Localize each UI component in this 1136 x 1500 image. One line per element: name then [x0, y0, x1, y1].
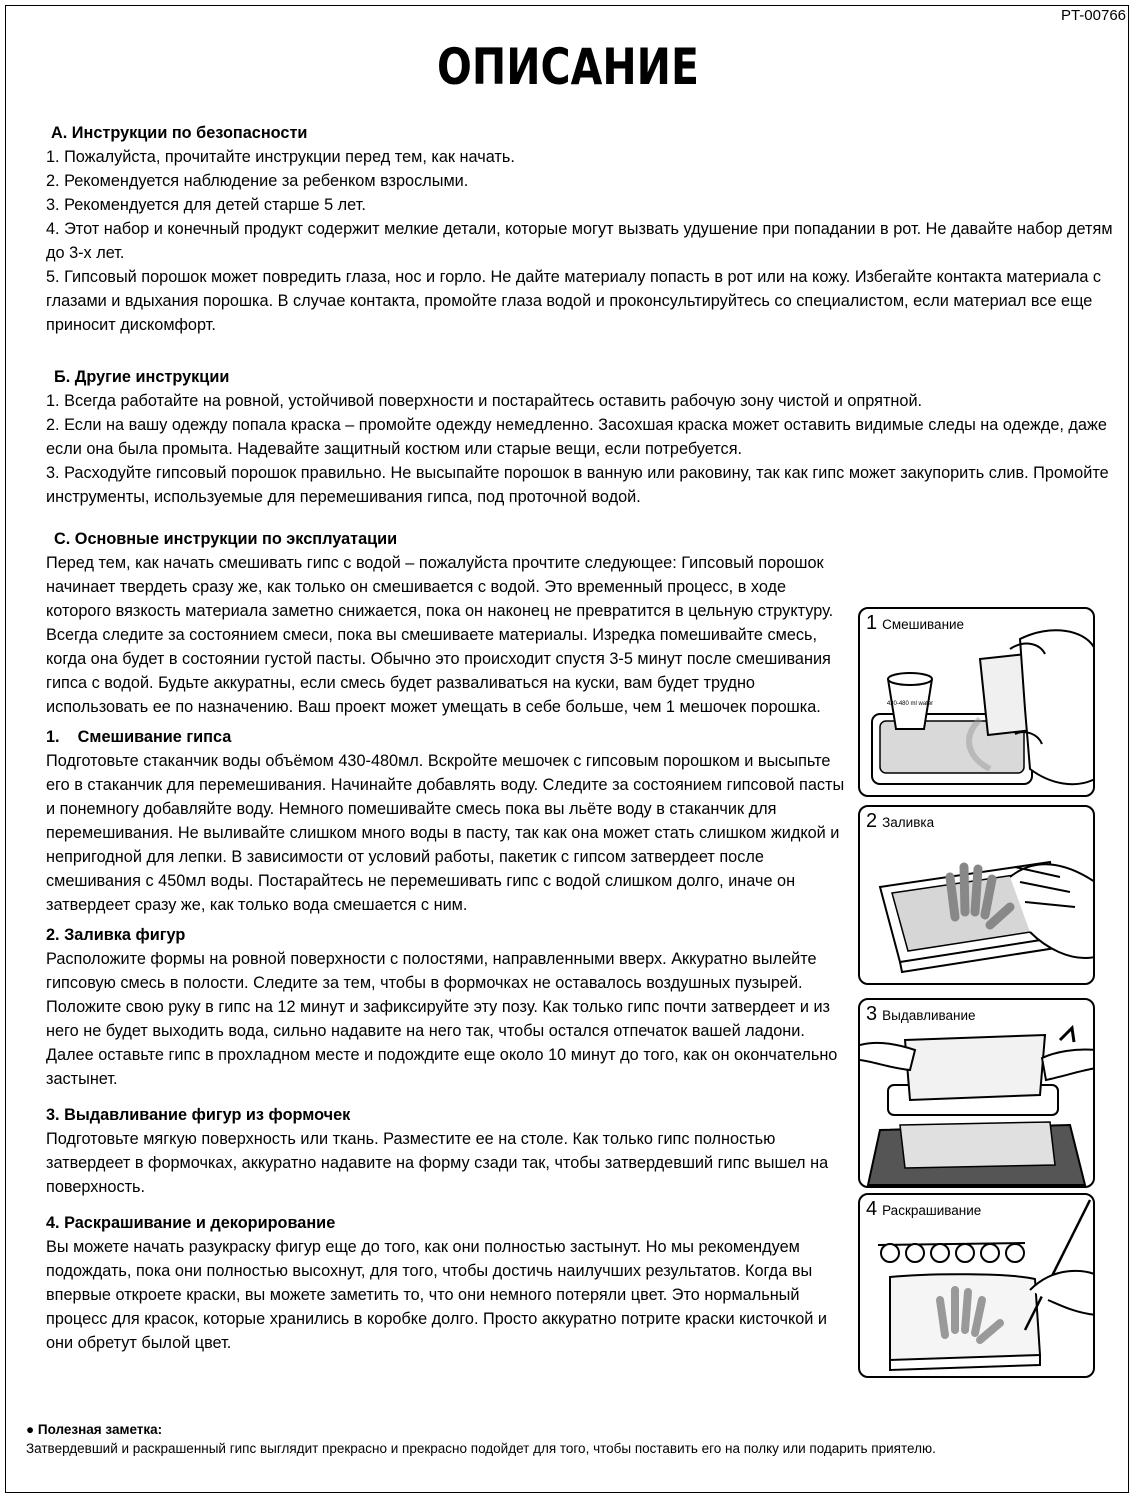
pouring-illustration	[860, 807, 1095, 985]
step-text: Подготовьте мягкую поверхность или ткань. Разместите ее на столе. Как только гипс полностью затвердеет в формочках, аккуратно надавите на форму сзади так, чтобы затвердевший гипс вышел на поверхность.	[46, 1130, 829, 1196]
painting-illustration	[860, 1195, 1095, 1378]
list-item: 2. Рекомендуется наблюдение за ребенком взрослыми.	[46, 172, 469, 190]
section-safety	[46, 121, 1121, 337]
step-heading: 1. Смешивание гипса	[46, 728, 232, 746]
step-text: Подготовьте стаканчик воды объёмом 430-480мл. Вскройте мешочек с гипсовым порошком и высыпьте его в стаканчик для перемешивания. Начинайте добавлять воду. Следите за состоянием гипсовой пасты и понемногу добавляйте воду. Немного помешивайте смесь пока вы льёте воду в стаканчик для перемешивания. Не выливайте слишком много воды в пасту, так как она может стать слишком жидкой и непригодной для лепки. В зависимости от условий работы, пакетик с гипсом затвердеет после смешивания с 450мл воды. Постарайтесь не перемешивать гипс с водой слишком долго, иначе он затвердеет сразу же, как только вода смешается с ним.	[46, 752, 845, 914]
list-item: 1. Пожалуйста, прочитайте инструкции перед тем, как начать.	[46, 148, 515, 166]
list-item: 1. Всегда работайте на ровной, устойчивой поверхности и постарайтесь оставить рабочую зону чистой и опрятной.	[46, 392, 923, 410]
panel-demolding	[858, 998, 1095, 1188]
cup-label: 430-480 ml water	[886, 701, 934, 707]
demolding-illustration	[860, 1000, 1095, 1188]
list-item: 3. Рекомендуется для детей старше 5 лет.	[46, 196, 366, 214]
list-item: 2. Если на вашу одежду попала краска – промойте одежду немедленно. Засохшая краска может оставить видимые следы на одежде, даже если она была промыта. Надевайте защитный костюм или старые вещи, если потребуется.	[46, 416, 1107, 458]
section-heading: Б. Другие инструкции	[54, 368, 230, 386]
section-heading: С. Основные инструкции по эксплуатации	[54, 530, 398, 548]
panel-label: 1 Смешивание	[866, 612, 965, 634]
intro-text: Перед тем, как начать смешивать гипс с водой – пожалуйста прочтите следующее: Гипсовый порошок начинает твердеть сразу же, как только он смешивается с водой. Это временный процесс, в ходе которого вязкость материала заметно снижается, пока он наконец не превратится в цельную структуру. Всегда следите за состоянием смеси, пока вы смешиваете материалы. Изредка помешивайте смесь, когда она будет в состоянии густой пасты. Обычно это происходит спустя 3-5 минут после смешивания гипса с водой. Будьте аккуратны, если смесь будет разваливаться на куски, вам будет трудно использовать ее по назначению. Ваш проект может умещать в себе больше, чем 1 мешочек порошка.	[46, 554, 834, 716]
document-code: PT-00766	[1060, 7, 1126, 24]
list-item: 5. Гипсовый порошок может повредить глаза, нос и горло. Не дайте материалу попасть в рот или на кожу. Избегайте контакта материала с глазами и вдыхания порошка. В случае контакта, промойте глаза водой и проконсультируйтесь со специалистом, если материал все еще приносит дискомфорт.	[46, 268, 1102, 334]
useful-note	[26, 1420, 1116, 1458]
step-heading: 4. Раскрашивание и декорирование	[46, 1214, 336, 1232]
list-item: 3. Расходуйте гипсовый порошок правильно. Не высыпайте порошок в ванную или раковину, так как гипс может закупорить слив. Промойте инструменты, используемые для перемешивания гипса, под проточной водой.	[46, 464, 1109, 506]
section-heading: А. Инструкции по безопасности	[51, 124, 308, 142]
panel-label: 3 Выдавливание	[866, 1003, 976, 1025]
step-text: Расположите формы на ровной поверхности с полостями, направленными вверх. Аккуратно вылейте гипсовую смесь в полости. Следите за тем, чтобы в формочках не оставалось воздушных пузырей. Положите свою руку в гипс на 12 минут и зафиксируйте эту позу. Как только гипс почти затвердеет и из него не будет выходить вода, сильно надавите на него так, чтобы остался отпечаток вашей ладони. Далее оставьте гипс в прохладном месте и подождите еще около 10 минут до того, как он окончательно застынет.	[46, 950, 838, 1088]
section-operation	[46, 527, 851, 1355]
panel-label: 4 Раскрашивание	[866, 1198, 982, 1220]
note-heading: ● Полезная заметка:	[26, 1422, 163, 1437]
list-item: 4. Этот набор и конечный продукт содержит мелкие детали, которые могут вызвать удушение при попадании в рот. Не давайте набор детям до 3-х лет.	[46, 220, 1113, 262]
panel-pouring	[858, 805, 1095, 985]
mixing-illustration	[860, 609, 1095, 797]
panel-label: 2 Заливка	[866, 810, 935, 832]
panel-mixing	[858, 607, 1095, 797]
step-heading: 2. Заливка фигур	[46, 926, 186, 944]
panel-painting	[858, 1193, 1095, 1378]
note-text: Затвердевший и раскрашенный гипс выглядит прекрасно и прекрасно подойдет для того, чтобы поставить его на полку или подарить приятелю.	[26, 1441, 936, 1456]
step-text: Вы можете начать разукраску фигур еще до того, как они полностью застынут. Но мы рекомендуем подождать, пока они полностью высохнут, для того, чтобы достичь наилучших результатов. Когда вы впервые откроете краски, вы можете заметить то, что они немного потеряли цвет. Это нормальный процесс для красок, которые хранились в коробке долго. Просто аккуратно потрите краски кисточкой и они обретут былой цвет.	[46, 1238, 828, 1352]
page-title: ОПИСАНИЕ	[437, 38, 699, 96]
step-heading: 3. Выдавливание фигур из формочек	[46, 1106, 351, 1124]
section-other	[46, 365, 1121, 509]
